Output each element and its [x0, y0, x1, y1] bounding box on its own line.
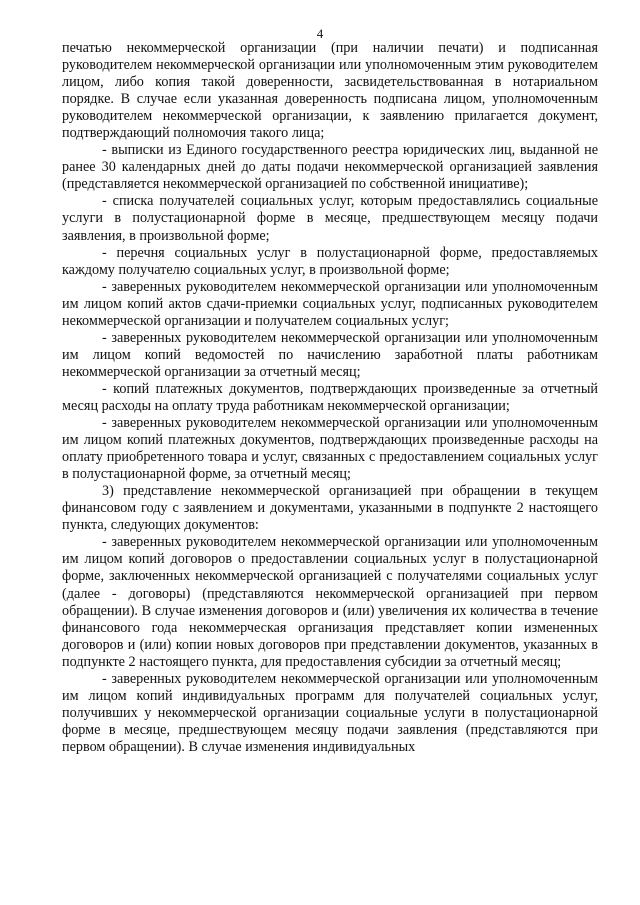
- paragraph-payment-documents-wages: - копий платежных документов, подтверждающих произведенные за отчетный месяц расходы на оплату труда работникам некоммерческой организации;: [62, 380, 598, 414]
- document-body: [62, 40, 598, 756]
- paragraph-contracts: - заверенных руководителем некоммерческой организации или уполномоченным им лицом копий договоров о предоставлении социальных услуг в полустационарной форме, заключенных некоммерческой организацией с получателями социальных услуг (далее - договоры) (представляются некоммерческой организацией при первом обращении). В случае изменения договоров и (или) увеличения их количества в течение финансового года некоммерческая организация представляет копии измененных договоров и (или) копии новых договоров при представлении документов, указанных в подпункте 2 настоящего пункта, для предоставления субсидии за отчетный месяц;: [62, 534, 598, 670]
- paragraph-item-3: 3) представление некоммерческой организацией при обращении в текущем финансовом году с заявлением и документами, указанными в подпункте 2 настоящего пункта, следующих документов:: [62, 483, 598, 534]
- paragraph-individual-programs: - заверенных руководителем некоммерческой организации или уполномоченным им лицом копий индивидуальных программ для получателей социальных услуг, получивших у некоммерческой организации социальные услуги в полустационарной форме в месяце, предшествующем месяцу подачи заявления (представляются при первом обращении). В случае изменения индивидуальных: [62, 670, 598, 755]
- paragraph-acceptance-acts: - заверенных руководителем некоммерческой организации или уполномоченным им лицом копий актов сдачи-приемки социальных услуг, подписанных руководителем некоммерческой организации и получателем социальных услуг;: [62, 278, 598, 329]
- paragraph-payroll-statements: - заверенных руководителем некоммерческой организации или уполномоченным им лицом копий ведомостей по начислению заработной платы работникам некоммерческой организации за отчетный месяц;: [62, 329, 598, 380]
- paragraph-continuation: печатью некоммерческой организации (при наличии печати) и подписанная руководителем некоммерческой организации или уполномоченным этим руководителем лицом, либо копия такой доверенности, засвидетельствованная в нотариальном порядке. В случае если указанная доверенность подписана лицом, уполномоченным руководителем некоммерческой организации, к заявлению прилагается документ, подтверждающий полномочия такого лица;: [62, 40, 598, 142]
- page-number: 4: [316, 26, 324, 41]
- paragraph-payment-documents-goods: - заверенных руководителем некоммерческой организации или уполномоченным им лицом копий платежных документов, подтверждающих произведенные расходы на оплату приобретенного товара и услуг, связанных с предоставлением социальных услуг в полустационарной форме, за отчетный месяц;: [62, 415, 598, 483]
- paragraph-recipients-list: - списка получателей социальных услуг, которым предоставлялись социальные услуги в полустационарной форме в месяце, предшествующем месяцу подачи заявления, в произвольной форме;: [62, 193, 598, 244]
- paragraph-egrul-extract: - выписки из Единого государственного реестра юридических лиц, выданной не ранее 30 календарных дней до даты подачи некоммерческой организацией заявления (представляется некоммерческой организацией по собственной инициативе);: [62, 142, 598, 193]
- paragraph-services-list: - перечня социальных услуг в полустационарной форме, предоставляемых каждому получателю социальных услуг, в произвольной форме;: [62, 244, 598, 278]
